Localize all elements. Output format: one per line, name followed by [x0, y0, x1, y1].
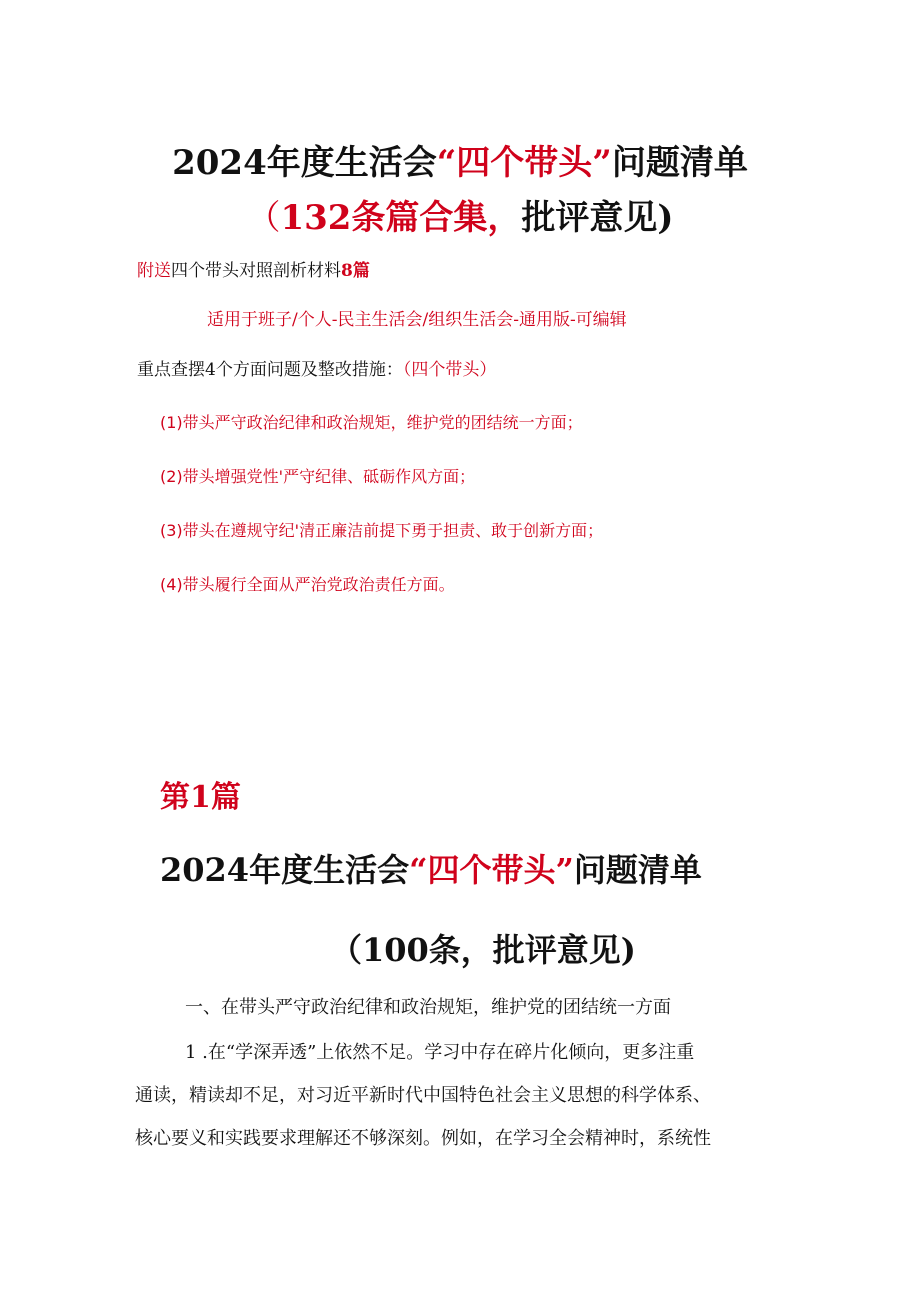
article-title-prefix: 2024年度生活会: [160, 851, 410, 889]
cover-title: [0, 135, 920, 184]
article-title-suffix: 问题清单: [573, 851, 702, 889]
article-label: 第1篇: [160, 780, 241, 815]
focus-line: [137, 355, 496, 380]
article-title-highlight: “四个带头”: [409, 851, 574, 889]
focus-item-4: (4)带头履行全面从严治党政治责任方面。: [160, 575, 455, 594]
paragraph-line-1: 1 .在“学深弄透”上依然不足。学习中存在碎片化倾向，更多注重: [185, 1042, 695, 1063]
attached-line: [137, 256, 370, 281]
cover-subtitle-open: （: [246, 198, 281, 238]
cover-title-highlight: “四个带头”: [436, 143, 612, 183]
attached-count: 8篇: [341, 261, 370, 281]
cover-subtitle: [0, 190, 920, 239]
focus-item-2: (2)带头增强党性'严守纪律、砥砺作风方面；: [160, 467, 476, 486]
focus-tag: （四个带头）: [402, 360, 497, 380]
cover-subtitle-black: 批评意见): [521, 198, 674, 238]
cover-title-prefix: 2024年度生活会: [172, 143, 437, 183]
cover-title-suffix: 问题清单: [611, 143, 748, 183]
applicability-line: 适用于班子/个人-民主生活会/组织生活会-通用版-可编辑: [207, 310, 627, 330]
cover-subtitle-red: 132条篇合集，: [280, 198, 522, 238]
attached-label: 附送: [137, 261, 171, 281]
paragraph-line-2: 通读，精读却不足，对习近平新时代中国特色社会主义思想的科学体系、: [135, 1085, 711, 1106]
paragraph-line-3: 核心要义和实践要求理解还不够深刻。例如，在学习全会精神时，系统性: [135, 1128, 711, 1149]
article-title: [160, 845, 702, 891]
focus-item-1: (1)带头严守政治纪律和政治规矩，维护党的团结统一方面；: [160, 413, 583, 432]
focus-text: 重点查摆4个方面问题及整改措施：: [137, 360, 403, 380]
attached-text: 四个带头对照剖析材料: [171, 261, 341, 281]
article-subtitle: （100条，批评意见): [330, 931, 636, 969]
focus-item-3: (3)带头在遵规守纪'清正廉洁前提下勇于担责、敢于创新方面；: [160, 521, 604, 540]
section-heading: 一、在带头严守政治纪律和政治规矩，维护党的团结统一方面: [185, 997, 671, 1018]
